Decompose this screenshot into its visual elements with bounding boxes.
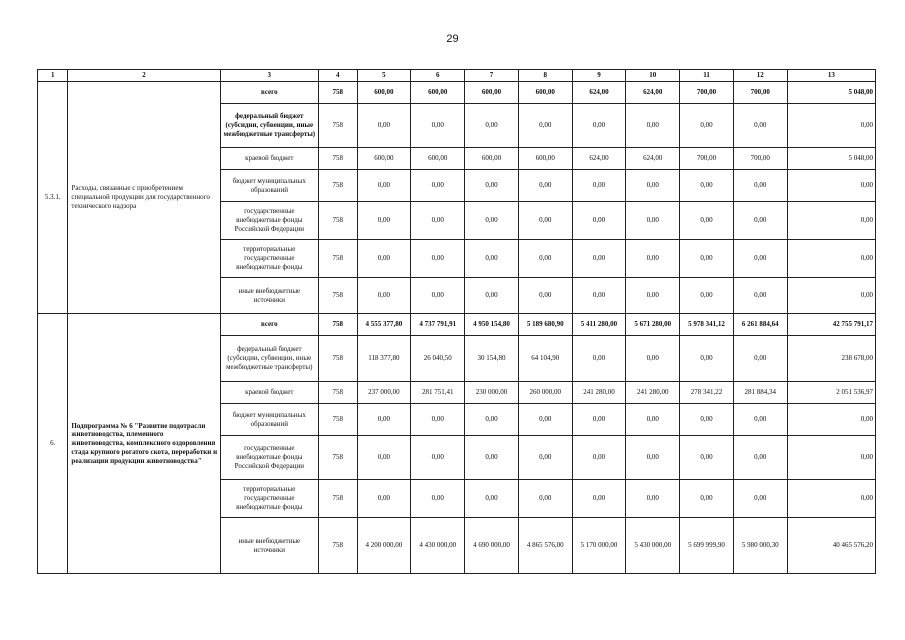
value-cell: 700,00 bbox=[733, 148, 787, 170]
value-cell: 0,00 bbox=[787, 278, 875, 314]
value-cell: 624,00 bbox=[626, 148, 680, 170]
value-cell: 118 377,80 bbox=[357, 336, 411, 382]
grbs-code: 758 bbox=[319, 480, 358, 518]
value-cell: 0,00 bbox=[518, 170, 572, 202]
value-cell: 4 950 154,80 bbox=[465, 314, 519, 336]
value-cell: 0,00 bbox=[465, 436, 519, 480]
grbs-code: 758 bbox=[319, 202, 358, 240]
value-cell: 0,00 bbox=[733, 170, 787, 202]
grbs-code: 758 bbox=[319, 170, 358, 202]
value-cell: 4 200 000,00 bbox=[357, 518, 411, 574]
value-cell: 600,00 bbox=[411, 148, 465, 170]
value-cell: 0,00 bbox=[680, 436, 734, 480]
value-cell: 0,00 bbox=[411, 436, 465, 480]
value-cell: 0,00 bbox=[465, 240, 519, 278]
value-cell: 0,00 bbox=[357, 404, 411, 436]
value-cell: 241 280,00 bbox=[572, 382, 626, 404]
value-cell: 0,00 bbox=[680, 480, 734, 518]
value-cell: 5 170 000,00 bbox=[572, 518, 626, 574]
value-cell: 0,00 bbox=[411, 170, 465, 202]
value-cell: 0,00 bbox=[572, 336, 626, 382]
value-cell: 0,00 bbox=[572, 480, 626, 518]
value-cell: 4 737 791,91 bbox=[411, 314, 465, 336]
column-header: 2 bbox=[68, 70, 220, 82]
value-cell: 0,00 bbox=[518, 436, 572, 480]
value-cell: 5 978 341,12 bbox=[680, 314, 734, 336]
value-cell: 0,00 bbox=[572, 104, 626, 148]
value-cell: 241 280,00 bbox=[626, 382, 680, 404]
value-cell: 0,00 bbox=[518, 278, 572, 314]
value-cell: 600,00 bbox=[357, 82, 411, 104]
value-cell: 281 884,34 bbox=[733, 382, 787, 404]
value-cell: 0,00 bbox=[787, 104, 875, 148]
value-cell: 64 104,90 bbox=[518, 336, 572, 382]
value-cell: 0,00 bbox=[357, 170, 411, 202]
value-cell: 0,00 bbox=[572, 436, 626, 480]
value-cell: 0,00 bbox=[680, 278, 734, 314]
value-cell: 4 690 000,00 bbox=[465, 518, 519, 574]
column-header: 13 bbox=[787, 70, 875, 82]
value-cell: 0,00 bbox=[572, 240, 626, 278]
value-cell: 5 699 999,90 bbox=[680, 518, 734, 574]
value-cell: 0,00 bbox=[465, 104, 519, 148]
value-cell: 0,00 bbox=[411, 104, 465, 148]
value-cell: 624,00 bbox=[572, 82, 626, 104]
value-cell: 600,00 bbox=[518, 82, 572, 104]
grbs-code: 758 bbox=[319, 404, 358, 436]
funding-source: иные внебюджетные источники bbox=[220, 278, 318, 314]
table-row bbox=[38, 314, 876, 336]
value-cell: 0,00 bbox=[518, 240, 572, 278]
funding-source: иные внебюджетные источники bbox=[220, 518, 318, 574]
value-cell: 0,00 bbox=[465, 480, 519, 518]
value-cell: 0,00 bbox=[357, 278, 411, 314]
value-cell: 600,00 bbox=[518, 148, 572, 170]
value-cell: 600,00 bbox=[465, 148, 519, 170]
funding-source: краевой бюджет bbox=[220, 382, 318, 404]
grbs-code: 758 bbox=[319, 314, 358, 336]
value-cell: 0,00 bbox=[733, 336, 787, 382]
value-cell: 0,00 bbox=[626, 480, 680, 518]
page-number: 29 bbox=[446, 33, 459, 45]
value-cell: 5 671 280,00 bbox=[626, 314, 680, 336]
value-cell: 4 865 576,00 bbox=[518, 518, 572, 574]
value-cell: 0,00 bbox=[680, 240, 734, 278]
value-cell: 0,00 bbox=[411, 278, 465, 314]
grbs-code: 758 bbox=[319, 382, 358, 404]
column-header: 6 bbox=[411, 70, 465, 82]
value-cell: 0,00 bbox=[787, 436, 875, 480]
value-cell: 0,00 bbox=[680, 404, 734, 436]
funding-source: территориальные государственные внебюджетные фонды bbox=[220, 240, 318, 278]
value-cell: 0,00 bbox=[357, 240, 411, 278]
value-cell: 0,00 bbox=[465, 278, 519, 314]
column-header: 7 bbox=[465, 70, 519, 82]
item-name: Расходы, связанные с приобретением специальной продукции для государственного технического надзора bbox=[68, 82, 220, 314]
budget-table bbox=[37, 69, 876, 574]
value-cell: 0,00 bbox=[787, 202, 875, 240]
value-cell: 260 000,00 bbox=[518, 382, 572, 404]
value-cell: 5 411 280,00 bbox=[572, 314, 626, 336]
funding-source: федеральный бюджет (субсидии, субвенции, иные межбюджетные трансферты) bbox=[220, 104, 318, 148]
grbs-code: 758 bbox=[319, 148, 358, 170]
column-header: 11 bbox=[680, 70, 734, 82]
column-header: 4 bbox=[319, 70, 358, 82]
value-cell: 0,00 bbox=[465, 170, 519, 202]
funding-source: бюджет муниципальных образований bbox=[220, 170, 318, 202]
column-header: 8 bbox=[518, 70, 572, 82]
value-cell: 0,00 bbox=[518, 104, 572, 148]
value-cell: 26 040,50 bbox=[411, 336, 465, 382]
value-cell: 0,00 bbox=[572, 404, 626, 436]
value-cell: 0,00 bbox=[787, 404, 875, 436]
value-cell: 0,00 bbox=[626, 202, 680, 240]
column-header: 1 bbox=[38, 70, 68, 82]
value-cell: 0,00 bbox=[733, 480, 787, 518]
value-cell: 0,00 bbox=[733, 404, 787, 436]
value-cell: 0,00 bbox=[572, 202, 626, 240]
value-cell: 5 048,00 bbox=[787, 148, 875, 170]
value-cell: 5 189 680,90 bbox=[518, 314, 572, 336]
value-cell: 0,00 bbox=[626, 336, 680, 382]
value-cell: 0,00 bbox=[357, 436, 411, 480]
value-cell: 0,00 bbox=[787, 170, 875, 202]
value-cell: 0,00 bbox=[357, 202, 411, 240]
value-cell: 5 048,00 bbox=[787, 82, 875, 104]
value-cell: 0,00 bbox=[465, 202, 519, 240]
grbs-code: 758 bbox=[319, 436, 358, 480]
item-name: Подпрограмма № 6 "Развитие подотрасли животноводства, племенного животноводства, комплексного оздоровления стада крупного рогатого скота, переработки и реализации продукции животноводства" bbox=[68, 314, 220, 574]
value-cell: 0,00 bbox=[518, 480, 572, 518]
value-cell: 700,00 bbox=[680, 148, 734, 170]
value-cell: 624,00 bbox=[572, 148, 626, 170]
value-cell: 281 751,41 bbox=[411, 382, 465, 404]
value-cell: 30 154,80 bbox=[465, 336, 519, 382]
funding-source: государственные внебюджетные фонды Российской Федерации bbox=[220, 202, 318, 240]
value-cell: 0,00 bbox=[787, 480, 875, 518]
value-cell: 0,00 bbox=[733, 436, 787, 480]
value-cell: 230 000,00 bbox=[465, 382, 519, 404]
value-cell: 600,00 bbox=[357, 148, 411, 170]
funding-source: территориальные государственные внебюджетные фонды bbox=[220, 480, 318, 518]
value-cell: 0,00 bbox=[411, 240, 465, 278]
column-header: 10 bbox=[626, 70, 680, 82]
value-cell: 0,00 bbox=[787, 240, 875, 278]
column-header: 9 bbox=[572, 70, 626, 82]
value-cell: 40 465 576,20 bbox=[787, 518, 875, 574]
value-cell: 2 051 536,97 bbox=[787, 382, 875, 404]
value-cell: 6 261 884,64 bbox=[733, 314, 787, 336]
value-cell: 600,00 bbox=[411, 82, 465, 104]
value-cell: 0,00 bbox=[626, 278, 680, 314]
grbs-code: 758 bbox=[319, 240, 358, 278]
value-cell: 0,00 bbox=[411, 202, 465, 240]
funding-source: всего bbox=[220, 314, 318, 336]
value-cell: 5 980 000,30 bbox=[733, 518, 787, 574]
column-header: 12 bbox=[733, 70, 787, 82]
value-cell: 0,00 bbox=[733, 202, 787, 240]
value-cell: 4 430 000,00 bbox=[411, 518, 465, 574]
grbs-code: 758 bbox=[319, 82, 358, 104]
value-cell: 42 755 791,17 bbox=[787, 314, 875, 336]
column-header: 5 bbox=[357, 70, 411, 82]
value-cell: 624,00 bbox=[626, 82, 680, 104]
value-cell: 0,00 bbox=[733, 104, 787, 148]
value-cell: 237 000,00 bbox=[357, 382, 411, 404]
funding-source: государственные внебюджетные фонды Российской Федерации bbox=[220, 436, 318, 480]
value-cell: 0,00 bbox=[680, 202, 734, 240]
value-cell: 0,00 bbox=[626, 436, 680, 480]
value-cell: 0,00 bbox=[733, 278, 787, 314]
value-cell: 0,00 bbox=[357, 480, 411, 518]
item-number: 5.3.1. bbox=[38, 82, 68, 314]
grbs-code: 758 bbox=[319, 278, 358, 314]
item-number: 6. bbox=[38, 314, 68, 574]
value-cell: 700,00 bbox=[733, 82, 787, 104]
value-cell: 0,00 bbox=[572, 170, 626, 202]
value-cell: 700,00 bbox=[680, 82, 734, 104]
table-row bbox=[38, 82, 876, 104]
value-cell: 0,00 bbox=[680, 104, 734, 148]
value-cell: 0,00 bbox=[626, 404, 680, 436]
value-cell: 0,00 bbox=[680, 336, 734, 382]
value-cell: 0,00 bbox=[626, 104, 680, 148]
value-cell: 0,00 bbox=[626, 170, 680, 202]
funding-source: всего bbox=[220, 82, 318, 104]
value-cell: 4 555 377,80 bbox=[357, 314, 411, 336]
value-cell: 0,00 bbox=[626, 240, 680, 278]
value-cell: 0,00 bbox=[572, 278, 626, 314]
value-cell: 5 430 000,00 bbox=[626, 518, 680, 574]
value-cell: 0,00 bbox=[411, 480, 465, 518]
value-cell: 0,00 bbox=[680, 170, 734, 202]
value-cell: 0,00 bbox=[357, 104, 411, 148]
value-cell: 0,00 bbox=[733, 240, 787, 278]
grbs-code: 758 bbox=[319, 104, 358, 148]
funding-source: бюджет муниципальных образований bbox=[220, 404, 318, 436]
funding-source: краевой бюджет bbox=[220, 148, 318, 170]
value-cell: 600,00 bbox=[465, 82, 519, 104]
value-cell: 0,00 bbox=[465, 404, 519, 436]
value-cell: 0,00 bbox=[411, 404, 465, 436]
value-cell: 238 678,00 bbox=[787, 336, 875, 382]
column-header: 3 bbox=[220, 70, 318, 82]
header-row bbox=[38, 70, 876, 82]
value-cell: 0,00 bbox=[518, 404, 572, 436]
funding-source: федеральный бюджет (субсидии, субвенции, иные межбюджетные трансферты) bbox=[220, 336, 318, 382]
value-cell: 278 341,22 bbox=[680, 382, 734, 404]
value-cell: 0,00 bbox=[518, 202, 572, 240]
grbs-code: 758 bbox=[319, 336, 358, 382]
grbs-code: 758 bbox=[319, 518, 358, 574]
